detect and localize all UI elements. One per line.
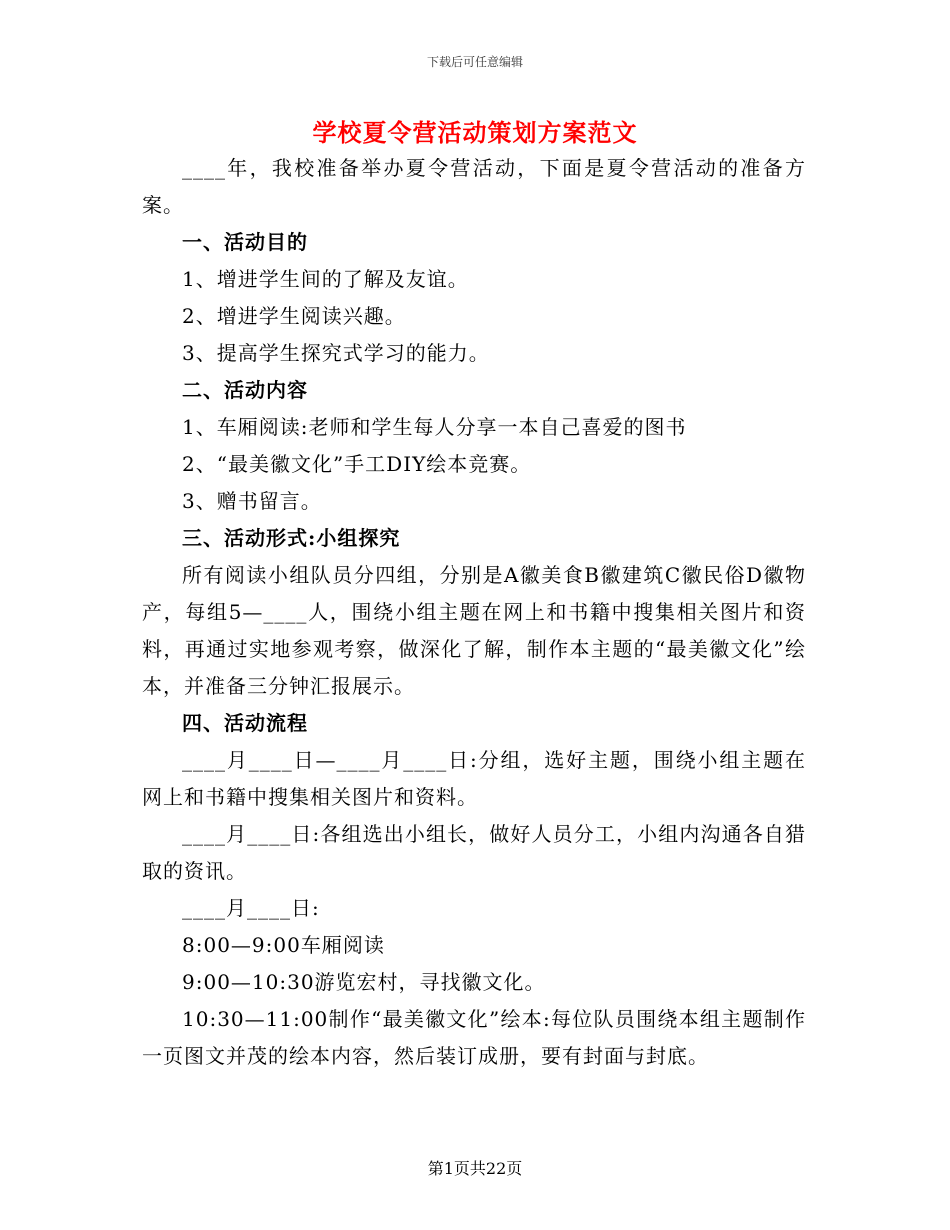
process-paragraph-2: ____月____日:各组选出小组长，做好人员分工，小组内沟通各自猎取的资讯。 — [142, 822, 806, 883]
process-paragraph-3: ____月____日: — [182, 896, 320, 920]
process-paragraph-1: ____月____日—____月____日:分组，选好主题，围绕小组主题在网上和书籍中搜集相关图片和资料。 — [142, 748, 806, 809]
schedule-item-3: 10:30—11:00制作“最美徽文化”绘本:每位队员围绕本组主题制作一页图文并茂的绘本内容，然后装订成册，要有封面与封底。 — [142, 1007, 806, 1068]
format-paragraph: 所有阅读小组队员分四组，分别是A徽美食B徽建筑C徽民俗D徽物产，每组5—____人，围绕小组主题在网上和书籍中搜集相关图片和资料，再通过实地参观考察，做深化了解，制作本主题的“最美徽文化”绘本，并准备三分钟汇报展示。 — [142, 563, 806, 698]
purpose-item-3: 3、提高学生探究式学习的能力。 — [182, 341, 490, 365]
section-heading-purpose: 一、活动目的 — [182, 230, 308, 254]
content-item-3: 3、赠书留言。 — [182, 489, 322, 513]
schedule-item-2: 9:00—10:30游览宏村，寻找徽文化。 — [182, 970, 546, 994]
schedule-item-1: 8:00—9:00车厢阅读 — [182, 933, 385, 957]
content-item-1: 1、车厢阅读:老师和学生每人分享一本自己喜爱的图书 — [182, 415, 687, 439]
section-heading-content: 二、活动内容 — [182, 378, 308, 402]
intro-paragraph: ____年，我校准备举办夏令营活动，下面是夏令营活动的准备方案。 — [142, 156, 806, 217]
content-item-2: 2、“最美徽文化”手工DIY绘本竞赛。 — [182, 452, 532, 476]
document-body — [142, 150, 806, 1075]
section-heading-process: 四、活动流程 — [182, 711, 308, 735]
document-title: 学校夏令营活动策划方案范文 — [312, 118, 638, 147]
purpose-item-1: 1、增进学生间的了解及友谊。 — [182, 267, 469, 291]
purpose-item-2: 2、增进学生阅读兴趣。 — [182, 304, 406, 328]
page-header: 下载后可任意编辑 — [426, 55, 523, 69]
section-heading-format: 三、活动形式:小组探究 — [182, 526, 401, 550]
page-footer: 第1页共22页 — [427, 1159, 523, 1178]
